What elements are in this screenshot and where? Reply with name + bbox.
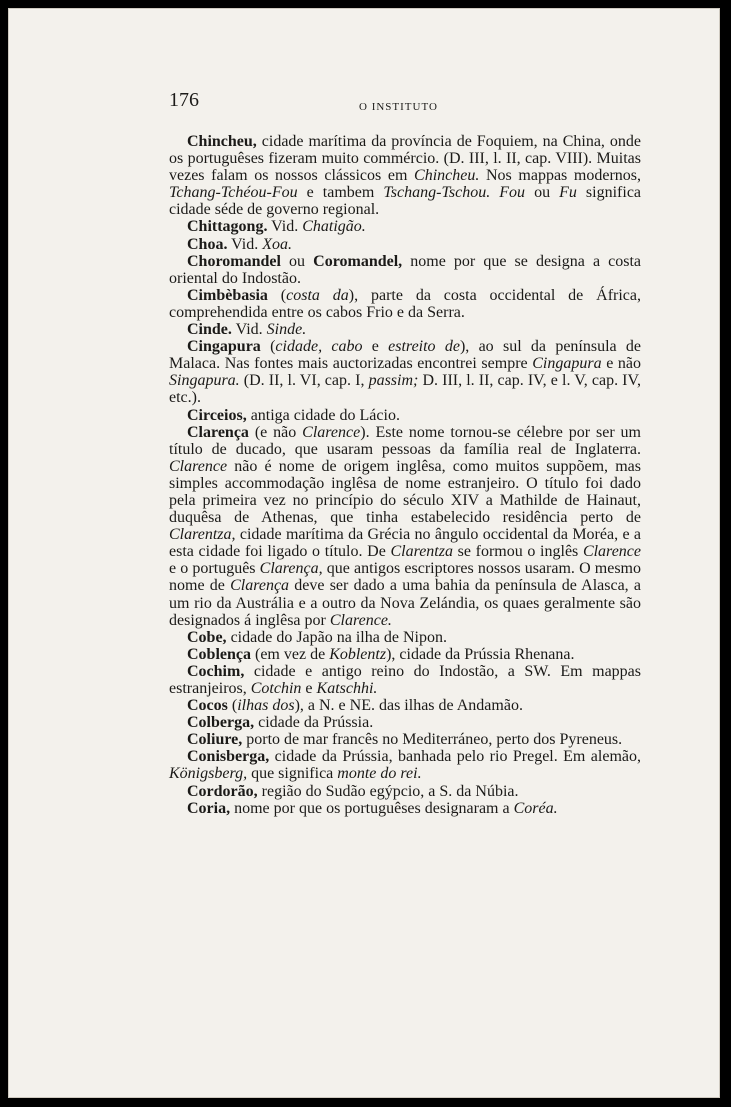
entry-italic-text: Clarence — [582, 543, 641, 561]
entry-italic-text: costa da — [286, 286, 349, 304]
book-page — [8, 8, 720, 1098]
entry-text: nome por que os portuguêses designaram a — [230, 799, 514, 817]
entry-italic-text: cidade, cabo — [275, 338, 363, 356]
entry-text: e tambem — [297, 184, 384, 202]
entry-italic-text: Clarença — [230, 577, 290, 595]
entry-text: cidade da Prússia, banhada pelo rio Pregel. Em alemão, — [269, 748, 641, 766]
entry-italic-text: estreito de — [388, 338, 460, 356]
entry-italic-text: Clarence — [169, 457, 228, 475]
gazetteer-entry — [169, 748, 641, 782]
entry-text: cidade marítima da Grécia no ângulo occidental da Moréa, e a esta cidade foi ligado o título. De — [169, 526, 641, 561]
entry-text: Nos mappas modernos, — [479, 167, 641, 185]
entry-italic-text: Cingapura — [532, 355, 602, 373]
entry-text: antiga cidade do Lácio. — [246, 406, 400, 424]
entry-headword: Chincheu, — [187, 133, 257, 150]
gazetteer-entry — [169, 629, 641, 646]
entry-italic-text: Koblentz — [329, 645, 387, 663]
entry-headword: Cocos — [187, 697, 228, 715]
entry-text: deve ser dado a uma bahia da península de Alasca, a um rio da Austrália e a outro da Nova Zelándia, os quaes geralmente são designados á inglêsa por — [169, 577, 641, 629]
entry-text: ), a N. e NE. das ilhas de Andamão. — [294, 697, 523, 715]
entry-headword-variant: Coromandel, — [313, 252, 403, 270]
entry-headword: Conisberga, — [187, 748, 270, 766]
gazetteer-entry — [169, 253, 641, 287]
entry-text: cidade do Japão na ilha de Nipon. — [226, 628, 447, 646]
entry-text: ( — [267, 286, 287, 304]
entry-italic-text: Clarentza — [390, 543, 453, 561]
entry-headword: Colberga, — [187, 714, 255, 732]
entry-headword: Chittagong. — [187, 218, 268, 236]
entry-italic-text: Königsberg, — [169, 765, 248, 783]
gazetteer-entry — [169, 407, 641, 424]
entry-headword: Coliure, — [187, 731, 243, 749]
gazetteer-entry — [169, 663, 641, 697]
entry-text: ), parte da costa occidental de África, comprehendida entre os cabos Frio e da Serra. — [169, 286, 641, 321]
gazetteer-entry — [169, 236, 641, 253]
entry-text: Vid. — [231, 321, 267, 339]
entry-italic-text: Clarence — [302, 423, 361, 441]
entry-text: se formou o inglês — [452, 543, 583, 561]
entry-text: ( — [260, 338, 276, 356]
entry-headword: Cingapura — [187, 338, 261, 356]
running-title: O INSTITUTO — [359, 101, 438, 113]
entry-text — [490, 184, 499, 201]
entry-text: significa cidade séde de governo regional. — [169, 184, 642, 219]
entry-text: e o português — [169, 560, 260, 578]
entry-italic-text: Katschhi. — [316, 680, 378, 697]
entry-text: ou — [280, 252, 314, 270]
entry-italic-text: Fu — [559, 184, 577, 202]
gazetteer-entry — [169, 287, 641, 321]
gazetteer-entry — [169, 783, 641, 800]
entry-text: Vid. — [227, 235, 263, 253]
gazetteer-entry — [169, 646, 641, 663]
entry-italic-text: Tchang-Tchéou-Fou — [169, 184, 298, 202]
gazetteer-entry — [169, 714, 641, 731]
entry-headword: Cochim, — [187, 662, 245, 680]
entry-headword: Clarença — [187, 423, 249, 441]
entry-text: nome por que se designa a costa oriental do Indostão. — [169, 252, 642, 287]
entry-text: e não — [601, 355, 641, 373]
entry-italic-text: Chatigão. — [302, 218, 366, 236]
entry-text: Vid. — [267, 218, 303, 236]
entry-text: cidade da Prússia. — [254, 714, 374, 732]
entry-italic-text: monte do rei. — [337, 765, 422, 783]
entry-text: não é nome de origem inglêsa, como muitos suppõem, mas simples accommodação inglêsa de nome estranjeiro. O título foi dado pela primeira vez no princípio do século XIV a Mathilde de Hainaut, duquêsa de Athenas, que tinha estabelecido residência perto de — [169, 457, 641, 527]
entry-italic-text: Fou — [499, 184, 526, 202]
entry-italic-text: Chincheu. — [414, 167, 480, 185]
entry-text: ), ao sul da península de Malaca. Nas fontes mais auctorizadas encontrei sempre — [169, 338, 642, 373]
gazetteer-entry — [169, 697, 641, 714]
entry-italic-text: Clarentza, — [169, 526, 236, 544]
gazetteer-entry — [169, 321, 641, 338]
entry-headword: Cinde. — [187, 321, 232, 339]
gazetteer-entry — [169, 800, 641, 817]
entry-text: cidade e antigo reino do Indostão, a SW. Em mappas estranjeiros, — [169, 662, 641, 697]
entry-text: (em vez de — [251, 645, 330, 663]
entry-italic-text: Xoa. — [262, 235, 292, 253]
entry-text: ( — [227, 697, 238, 715]
gazetteer-entry — [169, 133, 641, 218]
entry-headword: Circeios, — [187, 406, 247, 424]
entry-text: que significa — [247, 765, 338, 783]
entry-italic-text: Coréa. — [513, 799, 558, 817]
entry-headword: Cimbèbasia — [187, 286, 268, 304]
entry-headword: Coria, — [187, 799, 231, 817]
entry-text: (D. II, l. VI, cap. I, — [239, 372, 369, 390]
entry-text: cidade marítima da província de Foquiem, na China, onde os portuguêses fizeram muito commércio. (D. III, l. II, cap. VIII). Muitas vezes falam os nossos clássicos em — [169, 133, 641, 185]
entry-headword: Cordorão, — [187, 782, 258, 800]
entry-text: porto de mar francês no Mediterráneo, perto dos Pyreneus. — [242, 731, 623, 749]
page-number: 176 — [169, 89, 199, 111]
entry-text: ). Este nome tornou-se célebre por ser um título de ducado, que usaram pessoas da família real de Inglaterra. — [169, 423, 642, 458]
entry-text: e — [301, 680, 317, 697]
entry-headword: Coblença — [187, 645, 251, 663]
entry-italic-text: passim; — [368, 372, 419, 390]
entry-italic-text: Cotchin — [250, 680, 302, 697]
entry-text: região do Sudão egýpcio, a S. da Núbia. — [257, 782, 519, 800]
entry-italic-text: Sinde. — [266, 321, 307, 339]
entry-italic-text: Tschang-Tschou. — [383, 184, 491, 202]
entry-text: e — [362, 338, 389, 356]
entry-headword: Cobe, — [187, 628, 227, 646]
entry-italic-text: ilhas dos — [237, 697, 295, 715]
gazetteer-entry — [169, 218, 641, 235]
gazetteer-entry — [169, 338, 641, 406]
gazetteer-entry — [169, 731, 641, 748]
entry-italic-text: Singapura. — [169, 372, 240, 390]
gazetteer-entries — [169, 133, 641, 817]
entry-text: ), cidade da Prússia Rhenana. — [386, 645, 575, 663]
entry-headword: Choromandel — [187, 252, 281, 270]
entry-text: que antigos escriptores nossos usaram. O mesmo nome de — [169, 560, 641, 595]
gazetteer-entry — [169, 424, 641, 629]
entry-text: ou — [525, 184, 560, 202]
entry-text: D. III, l. II, cap. IV, e l. V, cap. IV, etc.). — [169, 372, 642, 407]
entry-headword: Choa. — [187, 235, 228, 253]
entry-italic-text: Clarence. — [329, 611, 392, 629]
entry-text: (e não — [248, 423, 303, 441]
entry-italic-text: Clarença, — [259, 560, 323, 578]
